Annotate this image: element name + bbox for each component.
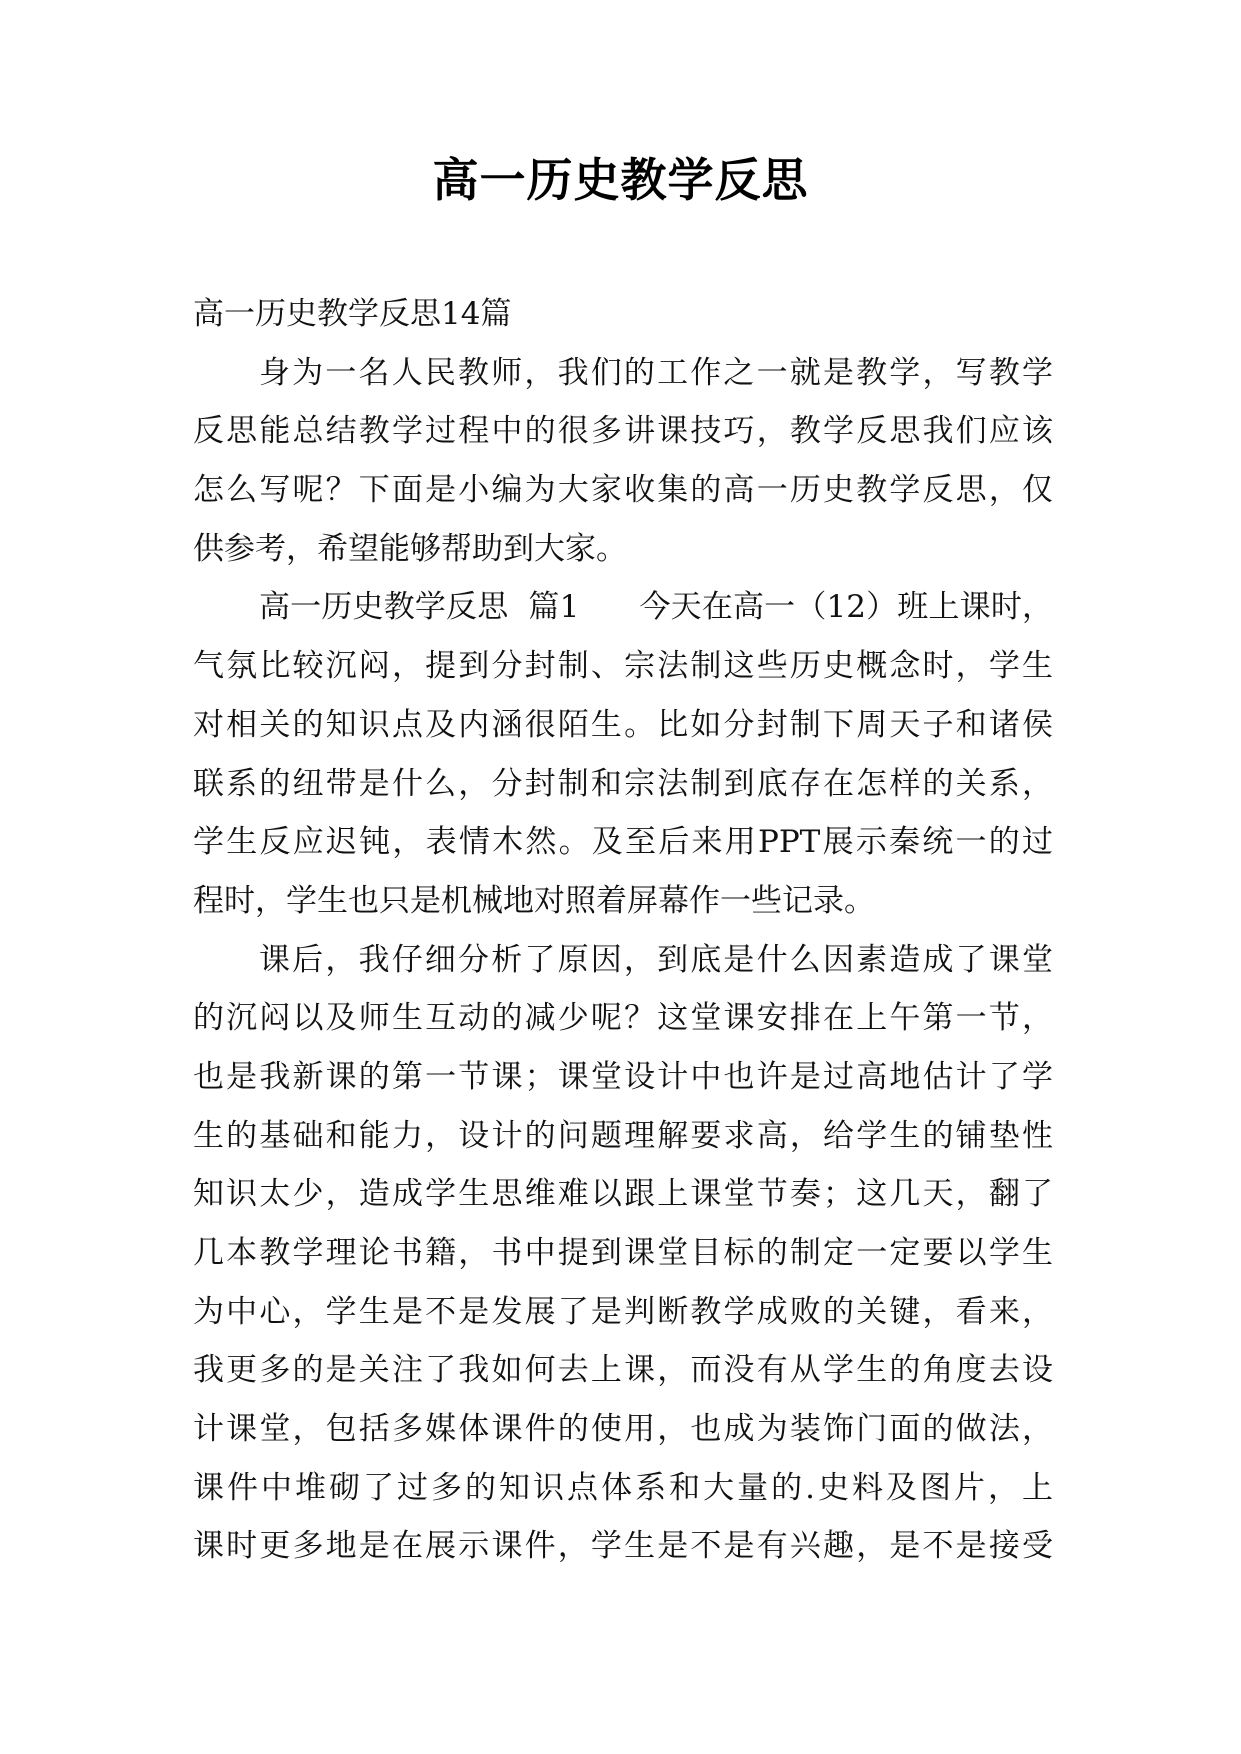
paragraph-line: 也是我新课的第一节课；课堂设计中也许是过高地估计了学 xyxy=(193,1058,1053,1095)
paragraph-line: 联系的纽带是什么，分封制和宗法制到底存在怎样的关系， xyxy=(193,765,1053,802)
paragraph-line: 课后，我仔细分析了原因，到底是什么因素造成了课堂 xyxy=(259,941,1053,978)
paragraph-line: 身为一名人民教师，我们的工作之一就是教学，写教学 xyxy=(259,354,1053,391)
paragraph-line: 我更多的是关注了我如何去上课，而没有从学生的角度去设 xyxy=(193,1352,1053,1389)
paragraph-line: 怎么写呢？下面是小编为大家收集的高一历史教学反思，仅 xyxy=(193,472,1053,509)
paragraph-line: 为中心，学生是不是发展了是判断教学成败的关键，看来， xyxy=(193,1293,1053,1330)
document-title: 高一历史教学反思 xyxy=(432,153,809,207)
paragraph-line: 气氛比较沉闷，提到分封制、宗法制这些历史概念时，学生 xyxy=(193,648,1053,685)
paragraph-line: 生的基础和能力，设计的问题理解要求高，给学生的铺垫性 xyxy=(193,1117,1053,1154)
paragraph-line: 课时更多地是在展示课件，学生是不是有兴趣，是不是接受 xyxy=(193,1528,1053,1565)
paragraph-line: 对相关的知识点及内涵很陌生。比如分封制下周天子和诸侯 xyxy=(193,706,1053,743)
paragraph-line: 的沉闷以及师生互动的减少呢？这堂课安排在上午第一节， xyxy=(193,1000,1053,1037)
paragraph-line: 高一历史教学反思 篇1 今天在高一（12）班上课时， xyxy=(259,589,1053,626)
paragraph-line: 几本教学理论书籍，书中提到课堂目标的制定一定要以学生 xyxy=(193,1235,1053,1271)
paragraph-line: 学生反应迟钝，表情木然。及至后来用PPT展示秦统一的过 xyxy=(193,824,1053,861)
paragraph-line: 知识太少，造成学生思维难以跟上课堂节奏；这几天，翻了 xyxy=(193,1176,1053,1213)
paragraph-line: 课件中堆砌了过多的知识点体系和大量的.史料及图片，上 xyxy=(193,1469,1053,1506)
paragraph-line: 反思能总结教学过程中的很多讲课技巧，教学反思我们应该 xyxy=(193,413,1053,450)
paragraph-line: 供参考，希望能够帮助到大家。 xyxy=(193,530,627,567)
paragraph-line: 计课堂，包括多媒体课件的使用，也成为装饰门面的做法， xyxy=(193,1411,1053,1448)
document-body xyxy=(193,285,1053,1576)
paragraph-line: 程时，学生也只是机械地对照着屏幕作一些记录。 xyxy=(193,882,875,919)
subtitle-line: 高一历史教学反思14篇 xyxy=(193,296,512,332)
